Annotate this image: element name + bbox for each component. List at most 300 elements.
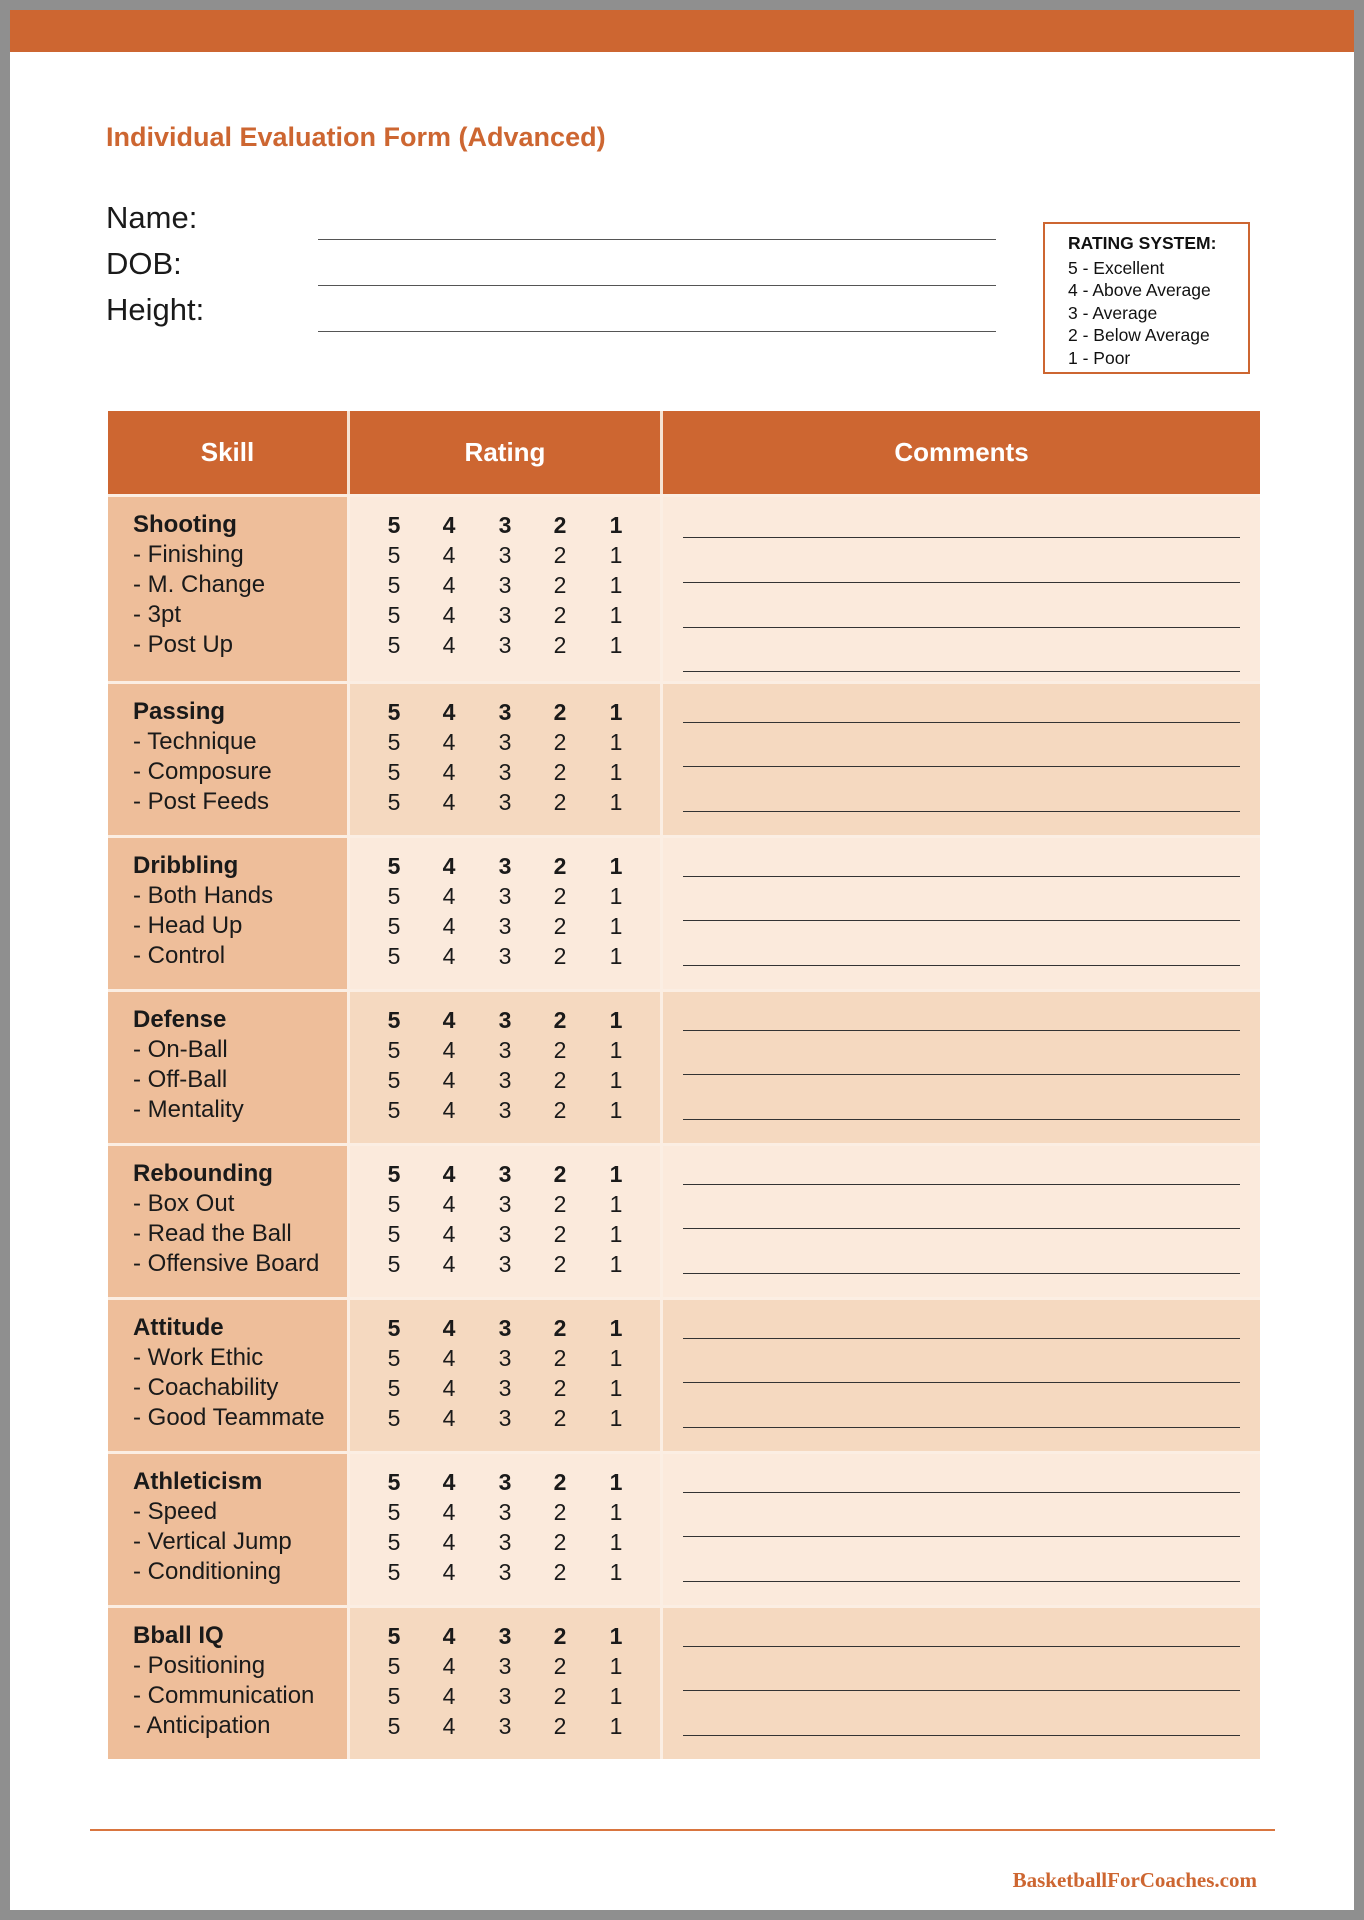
rating-option[interactable]: 5 (387, 1221, 401, 1247)
rating-option[interactable]: 1 (609, 1559, 623, 1585)
rating-option[interactable]: 2 (553, 789, 567, 815)
comment-line[interactable] (683, 965, 1240, 966)
rating-option[interactable]: 4 (442, 1713, 456, 1739)
rating-option[interactable]: 1 (609, 1221, 623, 1247)
rating-option[interactable]: 2 (553, 1161, 567, 1187)
comments-cell (663, 1146, 1260, 1297)
skill-subitem: - Finishing (133, 541, 244, 568)
rating-option[interactable]: 5 (387, 1037, 401, 1063)
name-row (106, 196, 996, 240)
skill-cell (108, 684, 350, 835)
rating-scale-row (350, 1189, 660, 1219)
rating-option[interactable]: 1 (609, 1067, 623, 1093)
rating-option[interactable]: 1 (609, 1683, 623, 1709)
rating-scale-row (350, 727, 660, 757)
rating-option[interactable]: 2 (553, 853, 567, 879)
rating-option[interactable]: 3 (498, 1713, 512, 1739)
rating-option[interactable]: 1 (609, 1345, 623, 1371)
rating-option[interactable]: 3 (498, 602, 512, 628)
rating-scale-row (350, 1557, 660, 1587)
rating-option[interactable]: 1 (609, 1191, 623, 1217)
rating-option[interactable]: 4 (442, 1499, 456, 1525)
rating-scale-row (350, 1343, 660, 1373)
skill-subitem: - Mentality (133, 1096, 244, 1123)
comments-cell (663, 684, 1260, 835)
rating-option[interactable]: 5 (387, 602, 401, 628)
rating-system-box (1043, 222, 1250, 374)
rating-scale-row (350, 1065, 660, 1095)
rating-option[interactable]: 3 (498, 729, 512, 755)
rating-option[interactable]: 2 (553, 1251, 567, 1277)
dob-field[interactable] (318, 285, 996, 286)
skill-category: Passing (133, 698, 226, 725)
rating-option[interactable]: 1 (609, 1713, 623, 1739)
comment-line[interactable] (683, 582, 1240, 583)
rating-option[interactable]: 3 (498, 789, 512, 815)
rating-option[interactable]: 2 (553, 1713, 567, 1739)
rating-option[interactable]: 5 (387, 853, 401, 879)
skill-subitem: - Work Ethic (133, 1344, 264, 1371)
rating-option[interactable]: 3 (498, 913, 512, 939)
rating-option[interactable]: 1 (609, 1653, 623, 1679)
comment-line[interactable] (683, 1536, 1240, 1537)
skill-cell (108, 1608, 350, 1759)
rating-option[interactable]: 2 (553, 602, 567, 628)
rating-scale-row (350, 630, 660, 660)
rating-option[interactable]: 5 (387, 1653, 401, 1679)
rating-system-item: 2 - Below Average (1068, 325, 1210, 346)
rating-option[interactable]: 3 (498, 1499, 512, 1525)
rating-option[interactable]: 1 (609, 1251, 623, 1277)
rating-option[interactable]: 1 (609, 1007, 623, 1033)
rating-option[interactable]: 5 (387, 1405, 401, 1431)
rating-option[interactable]: 4 (442, 759, 456, 785)
skill-category: Dribbling (133, 852, 239, 879)
rating-option[interactable]: 2 (553, 1097, 567, 1123)
comment-line[interactable] (683, 920, 1240, 921)
comment-line[interactable] (683, 722, 1240, 723)
rating-option[interactable]: 3 (498, 1067, 512, 1093)
rating-option[interactable]: 1 (609, 853, 623, 879)
skill-category: Athleticism (133, 1468, 263, 1495)
skill-subitem: - Communication (133, 1682, 315, 1709)
rating-option[interactable]: 5 (387, 1623, 401, 1649)
rating-scale-row (350, 1313, 660, 1343)
rating-option[interactable]: 5 (387, 542, 401, 568)
comments-cell (663, 1300, 1260, 1451)
rating-option[interactable]: 2 (553, 1499, 567, 1525)
rating-option[interactable]: 3 (498, 943, 512, 969)
rating-option[interactable]: 1 (609, 729, 623, 755)
rating-scale-row (350, 540, 660, 570)
skill-group (108, 494, 1260, 681)
rating-option[interactable]: 4 (442, 1653, 456, 1679)
comment-line[interactable] (683, 1382, 1240, 1383)
rating-option[interactable]: 2 (553, 1221, 567, 1247)
dob-row (106, 242, 996, 286)
skill-category: Rebounding (133, 1160, 273, 1187)
rating-system-item: 1 - Poor (1068, 347, 1131, 368)
rating-option[interactable]: 4 (442, 1315, 456, 1341)
rating-option[interactable]: 5 (387, 1683, 401, 1709)
rating-option[interactable]: 4 (442, 729, 456, 755)
rating-option[interactable]: 4 (442, 1191, 456, 1217)
skill-subitem: - Both Hands (133, 882, 274, 909)
rating-scale-row (350, 697, 660, 727)
comments-cell (663, 838, 1260, 989)
rating-scale-row (350, 851, 660, 881)
rating-option[interactable]: 2 (553, 913, 567, 939)
rating-scale-row (350, 1403, 660, 1433)
rating-cell (350, 838, 663, 989)
rating-system-title: RATING SYSTEM: (1068, 233, 1217, 253)
skill-subitem: - Positioning (133, 1652, 266, 1679)
rating-option[interactable]: 2 (553, 729, 567, 755)
rating-option[interactable]: 1 (609, 1623, 623, 1649)
rating-option[interactable]: 1 (609, 1097, 623, 1123)
rating-option[interactable]: 2 (553, 699, 567, 725)
comment-line[interactable] (683, 1690, 1240, 1691)
rating-scale-row (350, 941, 660, 971)
comment-line[interactable] (683, 1228, 1240, 1229)
comments-cell (663, 497, 1260, 681)
rating-system-item: 4 - Above Average (1068, 280, 1211, 301)
rating-option[interactable]: 4 (442, 789, 456, 815)
rating-option[interactable]: 4 (442, 699, 456, 725)
skill-cell (108, 1454, 350, 1605)
rating-option[interactable]: 1 (609, 1315, 623, 1341)
rating-scale-row (350, 1035, 660, 1065)
rating-option[interactable]: 1 (609, 913, 623, 939)
comment-line[interactable] (683, 1646, 1240, 1647)
rating-scale-row (350, 1095, 660, 1125)
rating-scale-row (350, 1651, 660, 1681)
rating-scale-row (350, 1467, 660, 1497)
rating-option[interactable]: 5 (387, 1315, 401, 1341)
rating-option[interactable]: 1 (609, 1037, 623, 1063)
rating-option[interactable]: 5 (387, 632, 401, 658)
rating-scale-row (350, 1621, 660, 1651)
rating-scale-row (350, 1249, 660, 1279)
rating-option[interactable]: 2 (553, 759, 567, 785)
comment-line[interactable] (683, 671, 1240, 672)
rating-cell (350, 1146, 663, 1297)
skill-group (108, 1143, 1260, 1297)
comment-line[interactable] (683, 1030, 1240, 1031)
rating-option[interactable]: 5 (387, 883, 401, 909)
form-title: Individual Evaluation Form (Advanced) (106, 122, 606, 152)
rating-option[interactable]: 3 (498, 512, 512, 538)
rating-option[interactable]: 2 (553, 883, 567, 909)
comment-line[interactable] (683, 1273, 1240, 1274)
rating-scale-row (350, 1373, 660, 1403)
rating-option[interactable]: 5 (387, 1469, 401, 1495)
footer-website: BasketballForCoaches.com (1012, 1868, 1257, 1892)
skill-subitem: - Composure (133, 758, 272, 785)
rating-scale-row (350, 600, 660, 630)
footer-divider (90, 1829, 1275, 1831)
skill-subitem: - Off-Ball (133, 1066, 228, 1093)
rating-option[interactable]: 4 (442, 602, 456, 628)
rating-cell (350, 992, 663, 1143)
rating-option[interactable]: 3 (498, 1683, 512, 1709)
comments-cell (663, 1454, 1260, 1605)
rating-option[interactable]: 1 (609, 883, 623, 909)
evaluation-page (10, 10, 1354, 1910)
rating-option[interactable]: 4 (442, 1097, 456, 1123)
rating-option[interactable]: 3 (498, 759, 512, 785)
rating-scale-row (350, 1711, 660, 1741)
rating-option[interactable]: 5 (387, 729, 401, 755)
rating-scale-row (350, 911, 660, 941)
rating-option[interactable]: 5 (387, 1559, 401, 1585)
rating-option[interactable]: 4 (442, 1529, 456, 1555)
skill-subitem: - Head Up (133, 912, 243, 939)
rating-option[interactable]: 2 (553, 1345, 567, 1371)
rating-option[interactable]: 5 (387, 759, 401, 785)
skill-subitem: - Post Feeds (133, 788, 270, 815)
rating-scale-row (350, 787, 660, 817)
rating-system-item: 5 - Excellent (1068, 258, 1165, 278)
rating-option[interactable]: 3 (498, 1469, 512, 1495)
height-field[interactable] (318, 331, 996, 332)
rating-option[interactable]: 2 (553, 1683, 567, 1709)
rating-option[interactable]: 4 (442, 1375, 456, 1401)
skill-subitem: - Speed (133, 1498, 218, 1525)
rating-option[interactable]: 4 (442, 853, 456, 879)
rating-option[interactable]: 4 (442, 1067, 456, 1093)
rating-option[interactable]: 2 (553, 1469, 567, 1495)
rating-scale-row (350, 510, 660, 540)
top-accent-bar (10, 10, 1354, 52)
rating-option[interactable]: 5 (387, 1007, 401, 1033)
rating-option[interactable]: 5 (387, 1191, 401, 1217)
rating-option[interactable]: 3 (498, 699, 512, 725)
rating-option[interactable]: 1 (609, 699, 623, 725)
rating-option[interactable]: 2 (553, 1405, 567, 1431)
comment-line[interactable] (683, 1338, 1240, 1339)
rating-option[interactable]: 2 (553, 1559, 567, 1585)
rating-option[interactable]: 5 (387, 512, 401, 538)
rating-option[interactable]: 4 (442, 512, 456, 538)
skill-subitem: - M. Change (133, 571, 266, 598)
rating-option[interactable]: 3 (498, 1315, 512, 1341)
comment-line[interactable] (683, 876, 1240, 877)
rating-option[interactable]: 4 (442, 1007, 456, 1033)
rating-option[interactable]: 2 (553, 1191, 567, 1217)
rating-option[interactable]: 4 (442, 883, 456, 909)
rating-option[interactable]: 3 (498, 1345, 512, 1371)
rating-option[interactable]: 4 (442, 943, 456, 969)
rating-option[interactable]: 4 (442, 542, 456, 568)
rating-option[interactable]: 2 (553, 1067, 567, 1093)
rating-option[interactable]: 4 (442, 1161, 456, 1187)
comment-line[interactable] (683, 1735, 1240, 1736)
rating-option[interactable]: 4 (442, 1345, 456, 1371)
rating-option[interactable]: 1 (609, 1405, 623, 1431)
rating-cell (350, 497, 663, 681)
rating-option[interactable]: 1 (609, 1469, 623, 1495)
rating-option[interactable]: 3 (498, 1191, 512, 1217)
rating-option[interactable]: 3 (498, 1221, 512, 1247)
rating-option[interactable]: 5 (387, 1251, 401, 1277)
rating-option[interactable]: 5 (387, 699, 401, 725)
rating-option[interactable]: 1 (609, 572, 623, 598)
rating-option[interactable]: 5 (387, 1713, 401, 1739)
rating-option[interactable]: 1 (609, 943, 623, 969)
rating-option[interactable]: 2 (553, 512, 567, 538)
rating-option[interactable]: 3 (498, 1097, 512, 1123)
rating-option[interactable]: 5 (387, 1375, 401, 1401)
rating-option[interactable]: 2 (553, 943, 567, 969)
skill-subitem: - On-Ball (133, 1036, 228, 1063)
rating-option[interactable]: 2 (553, 1007, 567, 1033)
rating-option[interactable]: 4 (442, 913, 456, 939)
rating-scale-row (350, 1527, 660, 1557)
skill-subitem: - Control (133, 942, 226, 969)
rating-option[interactable]: 4 (442, 1683, 456, 1709)
rating-scale-row (350, 881, 660, 911)
rating-option[interactable]: 1 (609, 602, 623, 628)
rating-option[interactable]: 5 (387, 572, 401, 598)
rating-option[interactable]: 3 (498, 883, 512, 909)
comment-line[interactable] (683, 1581, 1240, 1582)
rating-cell (350, 1608, 663, 1759)
comment-line[interactable] (683, 1427, 1240, 1428)
comment-line[interactable] (683, 537, 1240, 538)
rating-option[interactable]: 5 (387, 1529, 401, 1555)
rating-option[interactable]: 5 (387, 913, 401, 939)
rating-option[interactable]: 4 (442, 572, 456, 598)
skill-group (108, 1451, 1260, 1605)
rating-option[interactable]: 2 (553, 1037, 567, 1063)
rating-option[interactable]: 3 (498, 1037, 512, 1063)
rating-option[interactable]: 1 (609, 632, 623, 658)
rating-cell (350, 1454, 663, 1605)
skill-category: Shooting (133, 511, 237, 538)
rating-option[interactable]: 3 (498, 1007, 512, 1033)
rating-scale-row (350, 1219, 660, 1249)
rating-scale-row (350, 570, 660, 600)
rating-option[interactable]: 3 (498, 572, 512, 598)
comment-line[interactable] (683, 627, 1240, 628)
rating-option[interactable]: 5 (387, 1161, 401, 1187)
rating-option[interactable]: 5 (387, 943, 401, 969)
comment-line[interactable] (683, 811, 1240, 812)
rating-option[interactable]: 2 (553, 1315, 567, 1341)
rating-option[interactable]: 2 (553, 1375, 567, 1401)
rating-option[interactable]: 4 (442, 1623, 456, 1649)
rating-option[interactable]: 1 (609, 1161, 623, 1187)
skill-category: Attitude (133, 1314, 224, 1341)
rating-option[interactable]: 1 (609, 1529, 623, 1555)
skill-group (108, 681, 1260, 835)
rating-option[interactable]: 2 (553, 1529, 567, 1555)
skill-subitem: - Post Up (133, 631, 234, 658)
rating-scale-row (350, 1681, 660, 1711)
rating-option[interactable]: 2 (553, 1653, 567, 1679)
rating-option[interactable]: 1 (609, 1499, 623, 1525)
skill-category: Defense (133, 1006, 227, 1033)
header-rating: Rating (350, 411, 663, 494)
rating-option[interactable]: 4 (442, 1251, 456, 1277)
skill-cell (108, 1300, 350, 1451)
rating-option[interactable]: 4 (442, 1405, 456, 1431)
comment-line[interactable] (683, 1074, 1240, 1075)
rating-option[interactable]: 3 (498, 542, 512, 568)
skill-group (108, 835, 1260, 989)
rating-option[interactable]: 2 (553, 572, 567, 598)
rating-option[interactable]: 3 (498, 1653, 512, 1679)
name-label: Name: (106, 200, 198, 235)
rating-scale-row (350, 1159, 660, 1189)
rating-system-item: 3 - Average (1068, 302, 1158, 323)
skill-subitem: - Conditioning (133, 1558, 282, 1585)
rating-option[interactable]: 5 (387, 1499, 401, 1525)
height-label: Height: (106, 292, 205, 327)
rating-option[interactable]: 3 (498, 1559, 512, 1585)
rating-cell (350, 684, 663, 835)
skill-category: Bball IQ (133, 1622, 224, 1649)
comment-line[interactable] (683, 1119, 1240, 1120)
rating-option[interactable]: 1 (609, 1375, 623, 1401)
rating-option[interactable]: 3 (498, 853, 512, 879)
rating-option[interactable]: 2 (553, 542, 567, 568)
rating-option[interactable]: 3 (498, 1251, 512, 1277)
comment-line[interactable] (683, 1492, 1240, 1493)
skill-subitem: - Box Out (133, 1190, 235, 1217)
rating-option[interactable]: 2 (553, 632, 567, 658)
name-field[interactable] (318, 239, 996, 240)
rating-option[interactable]: 4 (442, 1469, 456, 1495)
rating-option[interactable]: 1 (609, 759, 623, 785)
rating-option[interactable]: 4 (442, 1559, 456, 1585)
skill-subitem: - Vertical Jump (133, 1528, 292, 1555)
skill-subitem: - Read the Ball (133, 1220, 292, 1247)
rating-option[interactable]: 1 (609, 512, 623, 538)
rating-option[interactable]: 3 (498, 1405, 512, 1431)
comments-cell (663, 1608, 1260, 1759)
rating-cell (350, 1300, 663, 1451)
skill-cell (108, 992, 350, 1143)
rating-option[interactable]: 1 (609, 789, 623, 815)
rating-option[interactable]: 3 (498, 1161, 512, 1187)
comment-line[interactable] (683, 1184, 1240, 1185)
rating-option[interactable]: 3 (498, 1529, 512, 1555)
skill-cell (108, 838, 350, 989)
rating-option[interactable]: 4 (442, 1037, 456, 1063)
height-row (106, 288, 996, 332)
header-skill: Skill (108, 411, 350, 494)
rating-option[interactable]: 3 (498, 1375, 512, 1401)
comment-line[interactable] (683, 766, 1240, 767)
rating-option[interactable]: 1 (609, 542, 623, 568)
table-header (108, 411, 1260, 494)
rating-option[interactable]: 3 (498, 632, 512, 658)
rating-option[interactable]: 5 (387, 1345, 401, 1371)
rating-scale-row (350, 757, 660, 787)
comments-cell (663, 992, 1260, 1143)
evaluation-table (108, 411, 1260, 1759)
rating-option[interactable]: 2 (553, 1623, 567, 1649)
rating-option[interactable]: 5 (387, 1067, 401, 1093)
skill-group (108, 1605, 1260, 1759)
rating-option[interactable]: 4 (442, 632, 456, 658)
rating-option[interactable]: 5 (387, 1097, 401, 1123)
rating-option[interactable]: 4 (442, 1221, 456, 1247)
rating-option[interactable]: 5 (387, 789, 401, 815)
rating-option[interactable]: 3 (498, 1623, 512, 1649)
